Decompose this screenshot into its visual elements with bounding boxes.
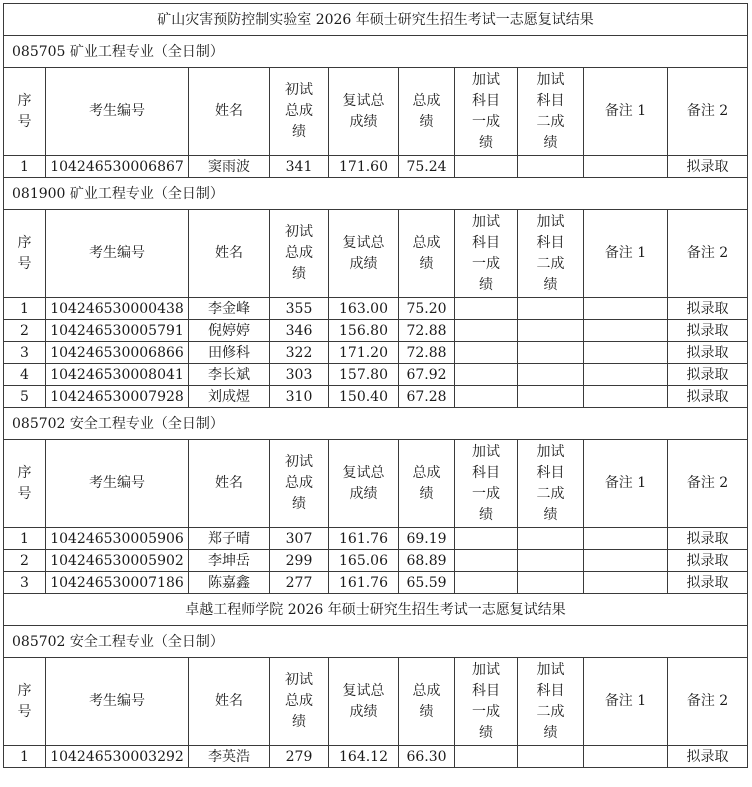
header-extra-subject-2: 加试 科目 二成 绩 — [518, 440, 584, 528]
column-header-row — [4, 440, 748, 528]
results-table-body — [4, 4, 748, 768]
cell-note-2: 拟录取 — [668, 320, 748, 342]
header-seq: 序 号 — [4, 658, 46, 746]
cell-exam-id: 104246530008041 — [46, 364, 189, 386]
cell-total: 67.28 — [399, 386, 455, 408]
cell-exam-id: 104246530003292 — [46, 746, 189, 768]
cell-extra-subject-2 — [518, 528, 584, 550]
cell-extra-subject-1 — [455, 746, 518, 768]
cell-note-2: 拟录取 — [668, 364, 748, 386]
header-seq: 序 号 — [4, 210, 46, 298]
cell-total: 69.19 — [399, 528, 455, 550]
header-extra-subject-1: 加试 科目 一成 绩 — [455, 210, 518, 298]
cell-extra-subject-2 — [518, 364, 584, 386]
cell-note-2: 拟录取 — [668, 298, 748, 320]
cell-retest-total: 164.12 — [329, 746, 399, 768]
section-title: 矿山灾害预防控制实验室 2026 年硕士研究生招生考试一志愿复试结果 — [4, 4, 748, 36]
section-title: 卓越工程师学院 2026 年硕士研究生招生考试一志愿复试结果 — [4, 594, 748, 626]
table-row — [4, 550, 748, 572]
header-note-1: 备注 1 — [584, 210, 668, 298]
cell-retest-total: 150.40 — [329, 386, 399, 408]
header-total: 总成 绩 — [399, 210, 455, 298]
cell-note-1 — [584, 386, 668, 408]
cell-note-2: 拟录取 — [668, 746, 748, 768]
section-title-row — [4, 4, 748, 36]
cell-retest-total: 157.80 — [329, 364, 399, 386]
cell-note-1 — [584, 342, 668, 364]
major-row — [4, 36, 748, 68]
cell-extra-subject-2 — [518, 320, 584, 342]
cell-retest-total: 163.00 — [329, 298, 399, 320]
cell-retest-total: 161.76 — [329, 572, 399, 594]
cell-extra-subject-1 — [455, 572, 518, 594]
major-label: 081900 矿业工程专业（全日制） — [4, 178, 748, 210]
cell-total: 75.20 — [399, 298, 455, 320]
table-row — [4, 342, 748, 364]
cell-name: 陈嘉鑫 — [189, 572, 270, 594]
cell-exam-id: 104246530007186 — [46, 572, 189, 594]
cell-note-1 — [584, 364, 668, 386]
column-header-row — [4, 68, 748, 156]
cell-note-1 — [584, 320, 668, 342]
cell-initial-total: 307 — [270, 528, 329, 550]
header-total: 总成 绩 — [399, 68, 455, 156]
cell-seq: 5 — [4, 386, 46, 408]
cell-retest-total: 161.76 — [329, 528, 399, 550]
major-row — [4, 626, 748, 658]
cell-note-1 — [584, 550, 668, 572]
header-note-1: 备注 1 — [584, 658, 668, 746]
table-row — [4, 746, 748, 768]
cell-exam-id: 104246530005906 — [46, 528, 189, 550]
cell-name: 李金峰 — [189, 298, 270, 320]
header-extra-subject-1: 加试 科目 一成 绩 — [455, 658, 518, 746]
header-note-1: 备注 1 — [584, 440, 668, 528]
header-name: 姓名 — [189, 440, 270, 528]
cell-note-1 — [584, 572, 668, 594]
cell-total: 72.88 — [399, 342, 455, 364]
cell-initial-total: 299 — [270, 550, 329, 572]
cell-name: 田修科 — [189, 342, 270, 364]
cell-total: 66.30 — [399, 746, 455, 768]
header-exam-id: 考生编号 — [46, 68, 189, 156]
cell-extra-subject-2 — [518, 572, 584, 594]
cell-initial-total: 310 — [270, 386, 329, 408]
header-seq: 序 号 — [4, 68, 46, 156]
cell-seq: 3 — [4, 342, 46, 364]
table-row — [4, 572, 748, 594]
table-row — [4, 528, 748, 550]
cell-initial-total: 303 — [270, 364, 329, 386]
column-header-row — [4, 210, 748, 298]
cell-seq: 1 — [4, 298, 46, 320]
cell-extra-subject-2 — [518, 550, 584, 572]
header-initial-total: 初试 总成 绩 — [270, 440, 329, 528]
cell-extra-subject-2 — [518, 298, 584, 320]
cell-extra-subject-2 — [518, 156, 584, 178]
cell-total: 65.59 — [399, 572, 455, 594]
header-retest-total: 复试总 成绩 — [329, 658, 399, 746]
cell-name: 李长斌 — [189, 364, 270, 386]
cell-total: 75.24 — [399, 156, 455, 178]
cell-retest-total: 171.20 — [329, 342, 399, 364]
section-title-row — [4, 594, 748, 626]
cell-note-2: 拟录取 — [668, 572, 748, 594]
cell-retest-total: 165.06 — [329, 550, 399, 572]
cell-exam-id: 104246530006866 — [46, 342, 189, 364]
cell-initial-total: 346 — [270, 320, 329, 342]
header-note-2: 备注 2 — [668, 440, 748, 528]
cell-seq: 2 — [4, 550, 46, 572]
header-note-1: 备注 1 — [584, 68, 668, 156]
table-row — [4, 156, 748, 178]
cell-extra-subject-2 — [518, 342, 584, 364]
header-initial-total: 初试 总成 绩 — [270, 658, 329, 746]
header-total: 总成 绩 — [399, 440, 455, 528]
header-extra-subject-2: 加试 科目 二成 绩 — [518, 68, 584, 156]
cell-name: 窦雨波 — [189, 156, 270, 178]
cell-name: 刘成煜 — [189, 386, 270, 408]
cell-name: 李坤岳 — [189, 550, 270, 572]
cell-total: 72.88 — [399, 320, 455, 342]
major-label: 085702 安全工程专业（全日制） — [4, 626, 748, 658]
major-label: 085702 安全工程专业（全日制） — [4, 408, 748, 440]
cell-seq: 2 — [4, 320, 46, 342]
header-retest-total: 复试总 成绩 — [329, 68, 399, 156]
cell-seq: 1 — [4, 746, 46, 768]
cell-retest-total: 171.60 — [329, 156, 399, 178]
major-row — [4, 408, 748, 440]
cell-note-2: 拟录取 — [668, 550, 748, 572]
cell-name: 倪婷婷 — [189, 320, 270, 342]
cell-extra-subject-1 — [455, 364, 518, 386]
header-exam-id: 考生编号 — [46, 210, 189, 298]
header-extra-subject-1: 加试 科目 一成 绩 — [455, 68, 518, 156]
cell-retest-total: 156.80 — [329, 320, 399, 342]
cell-initial-total: 279 — [270, 746, 329, 768]
cell-exam-id: 104246530000438 — [46, 298, 189, 320]
header-extra-subject-2: 加试 科目 二成 绩 — [518, 210, 584, 298]
cell-seq: 4 — [4, 364, 46, 386]
cell-seq: 1 — [4, 528, 46, 550]
cell-extra-subject-1 — [455, 156, 518, 178]
cell-note-2: 拟录取 — [668, 342, 748, 364]
cell-extra-subject-1 — [455, 320, 518, 342]
header-extra-subject-2: 加试 科目 二成 绩 — [518, 658, 584, 746]
cell-note-2: 拟录取 — [668, 156, 748, 178]
cell-exam-id: 104246530006867 — [46, 156, 189, 178]
results-table — [3, 3, 748, 768]
cell-exam-id: 104246530005902 — [46, 550, 189, 572]
header-note-2: 备注 2 — [668, 658, 748, 746]
table-row — [4, 298, 748, 320]
cell-extra-subject-2 — [518, 386, 584, 408]
cell-note-2: 拟录取 — [668, 386, 748, 408]
cell-exam-id: 104246530005791 — [46, 320, 189, 342]
header-retest-total: 复试总 成绩 — [329, 210, 399, 298]
cell-note-1 — [584, 156, 668, 178]
major-label: 085705 矿业工程专业（全日制） — [4, 36, 748, 68]
cell-total: 67.92 — [399, 364, 455, 386]
cell-seq: 3 — [4, 572, 46, 594]
cell-total: 68.89 — [399, 550, 455, 572]
cell-name: 郑子晴 — [189, 528, 270, 550]
header-total: 总成 绩 — [399, 658, 455, 746]
cell-exam-id: 104246530007928 — [46, 386, 189, 408]
cell-initial-total: 341 — [270, 156, 329, 178]
cell-extra-subject-1 — [455, 386, 518, 408]
header-initial-total: 初试 总成 绩 — [270, 68, 329, 156]
cell-note-1 — [584, 528, 668, 550]
cell-initial-total: 322 — [270, 342, 329, 364]
header-retest-total: 复试总 成绩 — [329, 440, 399, 528]
header-exam-id: 考生编号 — [46, 440, 189, 528]
header-extra-subject-1: 加试 科目 一成 绩 — [455, 440, 518, 528]
cell-note-1 — [584, 298, 668, 320]
column-header-row — [4, 658, 748, 746]
cell-initial-total: 355 — [270, 298, 329, 320]
cell-extra-subject-1 — [455, 550, 518, 572]
cell-note-1 — [584, 746, 668, 768]
header-note-2: 备注 2 — [668, 210, 748, 298]
cell-note-2: 拟录取 — [668, 528, 748, 550]
table-row — [4, 386, 748, 408]
cell-seq: 1 — [4, 156, 46, 178]
cell-name: 李英浩 — [189, 746, 270, 768]
header-name: 姓名 — [189, 210, 270, 298]
cell-extra-subject-2 — [518, 746, 584, 768]
header-exam-id: 考生编号 — [46, 658, 189, 746]
header-note-2: 备注 2 — [668, 68, 748, 156]
major-row — [4, 178, 748, 210]
header-seq: 序 号 — [4, 440, 46, 528]
header-name: 姓名 — [189, 68, 270, 156]
cell-initial-total: 277 — [270, 572, 329, 594]
cell-extra-subject-1 — [455, 528, 518, 550]
header-name: 姓名 — [189, 658, 270, 746]
table-row — [4, 320, 748, 342]
cell-extra-subject-1 — [455, 342, 518, 364]
cell-extra-subject-1 — [455, 298, 518, 320]
table-row — [4, 364, 748, 386]
header-initial-total: 初试 总成 绩 — [270, 210, 329, 298]
